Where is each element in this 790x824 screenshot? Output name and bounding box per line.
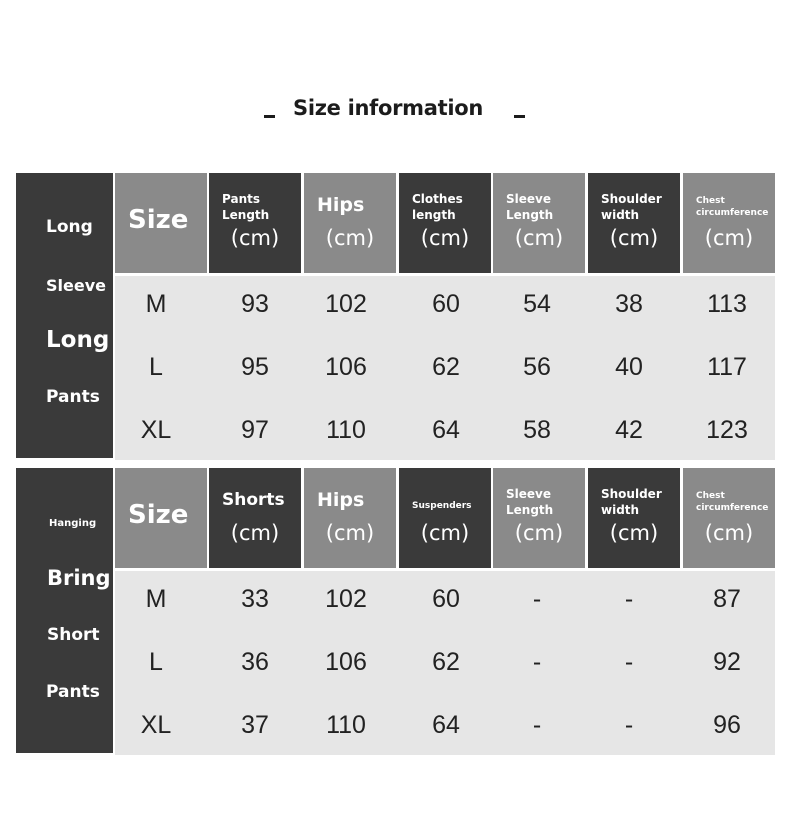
column-header-unit: (cm) [420, 226, 470, 250]
column-header-unit: (cm) [704, 521, 754, 545]
table-cell: - [532, 648, 542, 676]
column-header-label: Chest circumference [696, 491, 769, 513]
size-cell: M [145, 585, 167, 613]
table-cell: 87 [713, 585, 741, 613]
table-cell: 33 [241, 585, 269, 613]
size-cell: L [149, 353, 163, 381]
column-header [493, 173, 585, 273]
table-cell: - [532, 711, 542, 739]
table-cell: 40 [615, 353, 643, 381]
table-cell: 36 [241, 648, 269, 676]
column-header-label: Chest circumference [696, 196, 769, 218]
size-header [115, 173, 207, 273]
table-cell: 117 [707, 353, 747, 381]
table-side-label [16, 468, 113, 753]
table-cell: 113 [707, 290, 747, 318]
table-side-label [16, 173, 113, 458]
side-label-line: Long [46, 217, 93, 237]
column-header-unit: (cm) [230, 226, 280, 250]
size-cell: XL [140, 416, 172, 444]
size-header [115, 468, 207, 568]
size-cell: L [149, 648, 163, 676]
column-header-label: Suspenders [412, 501, 472, 511]
side-label-line: Short [47, 625, 100, 645]
column-header-label: Shorts [222, 490, 285, 510]
table-cell: 110 [326, 416, 366, 444]
column-header-label: Shoulder width [601, 487, 662, 517]
column-header [304, 468, 396, 568]
table-cell: 106 [325, 648, 367, 676]
table-cell: 58 [523, 416, 551, 444]
table-cell: 106 [325, 353, 367, 381]
table-cell: 64 [432, 711, 460, 739]
table-cell: 60 [432, 585, 460, 613]
table-cell: 64 [432, 416, 460, 444]
table-cell: - [624, 648, 634, 676]
table-cell: 62 [432, 648, 460, 676]
table-cell: 96 [713, 711, 741, 739]
column-header-unit: (cm) [325, 521, 375, 545]
column-header [399, 468, 491, 568]
table-cell: - [624, 585, 634, 613]
table-cell: 97 [241, 416, 269, 444]
column-header-unit: (cm) [704, 226, 754, 250]
column-header [209, 173, 301, 273]
side-label-line: Pants [46, 682, 100, 702]
column-header-unit: (cm) [514, 226, 564, 250]
table-cell: 93 [241, 290, 269, 318]
size-header-label: Size [128, 500, 189, 530]
column-header [588, 468, 680, 568]
column-header-unit: (cm) [609, 521, 659, 545]
column-header-unit: (cm) [420, 521, 470, 545]
side-label-line: Pants [46, 387, 100, 407]
title-dash-left [264, 115, 275, 118]
column-header-label: Hips [317, 194, 365, 216]
column-header [399, 173, 491, 273]
column-header [493, 468, 585, 568]
title-area [0, 94, 790, 128]
size-cell: M [145, 290, 167, 318]
size-table-long-sleeve [16, 173, 775, 458]
size-header-label: Size [128, 205, 189, 235]
title-dash-right [514, 115, 525, 118]
table-cell: 110 [326, 711, 366, 739]
column-header-unit: (cm) [514, 521, 564, 545]
table-cell: 38 [615, 290, 643, 318]
column-header [683, 468, 775, 568]
side-label-line: Sleeve [46, 276, 106, 295]
column-header-label: Pants Length [222, 192, 270, 222]
side-label-line: Long [46, 327, 110, 353]
column-header [588, 173, 680, 273]
table-cell: 62 [432, 353, 460, 381]
table-cell: 37 [241, 711, 269, 739]
table-cell: 95 [241, 353, 269, 381]
table-cell: 54 [523, 290, 551, 318]
table-cell: 102 [325, 290, 367, 318]
table-cell: 92 [713, 648, 741, 676]
page-title: Size information [293, 96, 484, 120]
column-header [304, 173, 396, 273]
column-header-unit: (cm) [325, 226, 375, 250]
table-cell: 42 [615, 416, 643, 444]
size-table-shorts [16, 468, 775, 753]
column-header [209, 468, 301, 568]
column-header-unit: (cm) [609, 226, 659, 250]
column-header-label: Sleeve Length [506, 487, 554, 517]
column-header-label: Hips [317, 489, 365, 511]
table-cell: 56 [523, 353, 551, 381]
column-header-label: Clothes length [412, 192, 463, 222]
size-cell: XL [140, 711, 172, 739]
column-header-label: Shoulder width [601, 192, 662, 222]
table-cell: 60 [432, 290, 460, 318]
column-header-label: Sleeve Length [506, 192, 554, 222]
table-cell: - [532, 585, 542, 613]
column-header [683, 173, 775, 273]
side-label-line: Bring [47, 566, 111, 590]
side-label-line: Hanging [49, 518, 97, 529]
table-cell: 102 [325, 585, 367, 613]
table-cell: - [624, 711, 634, 739]
table-cell: 123 [706, 416, 748, 444]
column-header-unit: (cm) [230, 521, 280, 545]
